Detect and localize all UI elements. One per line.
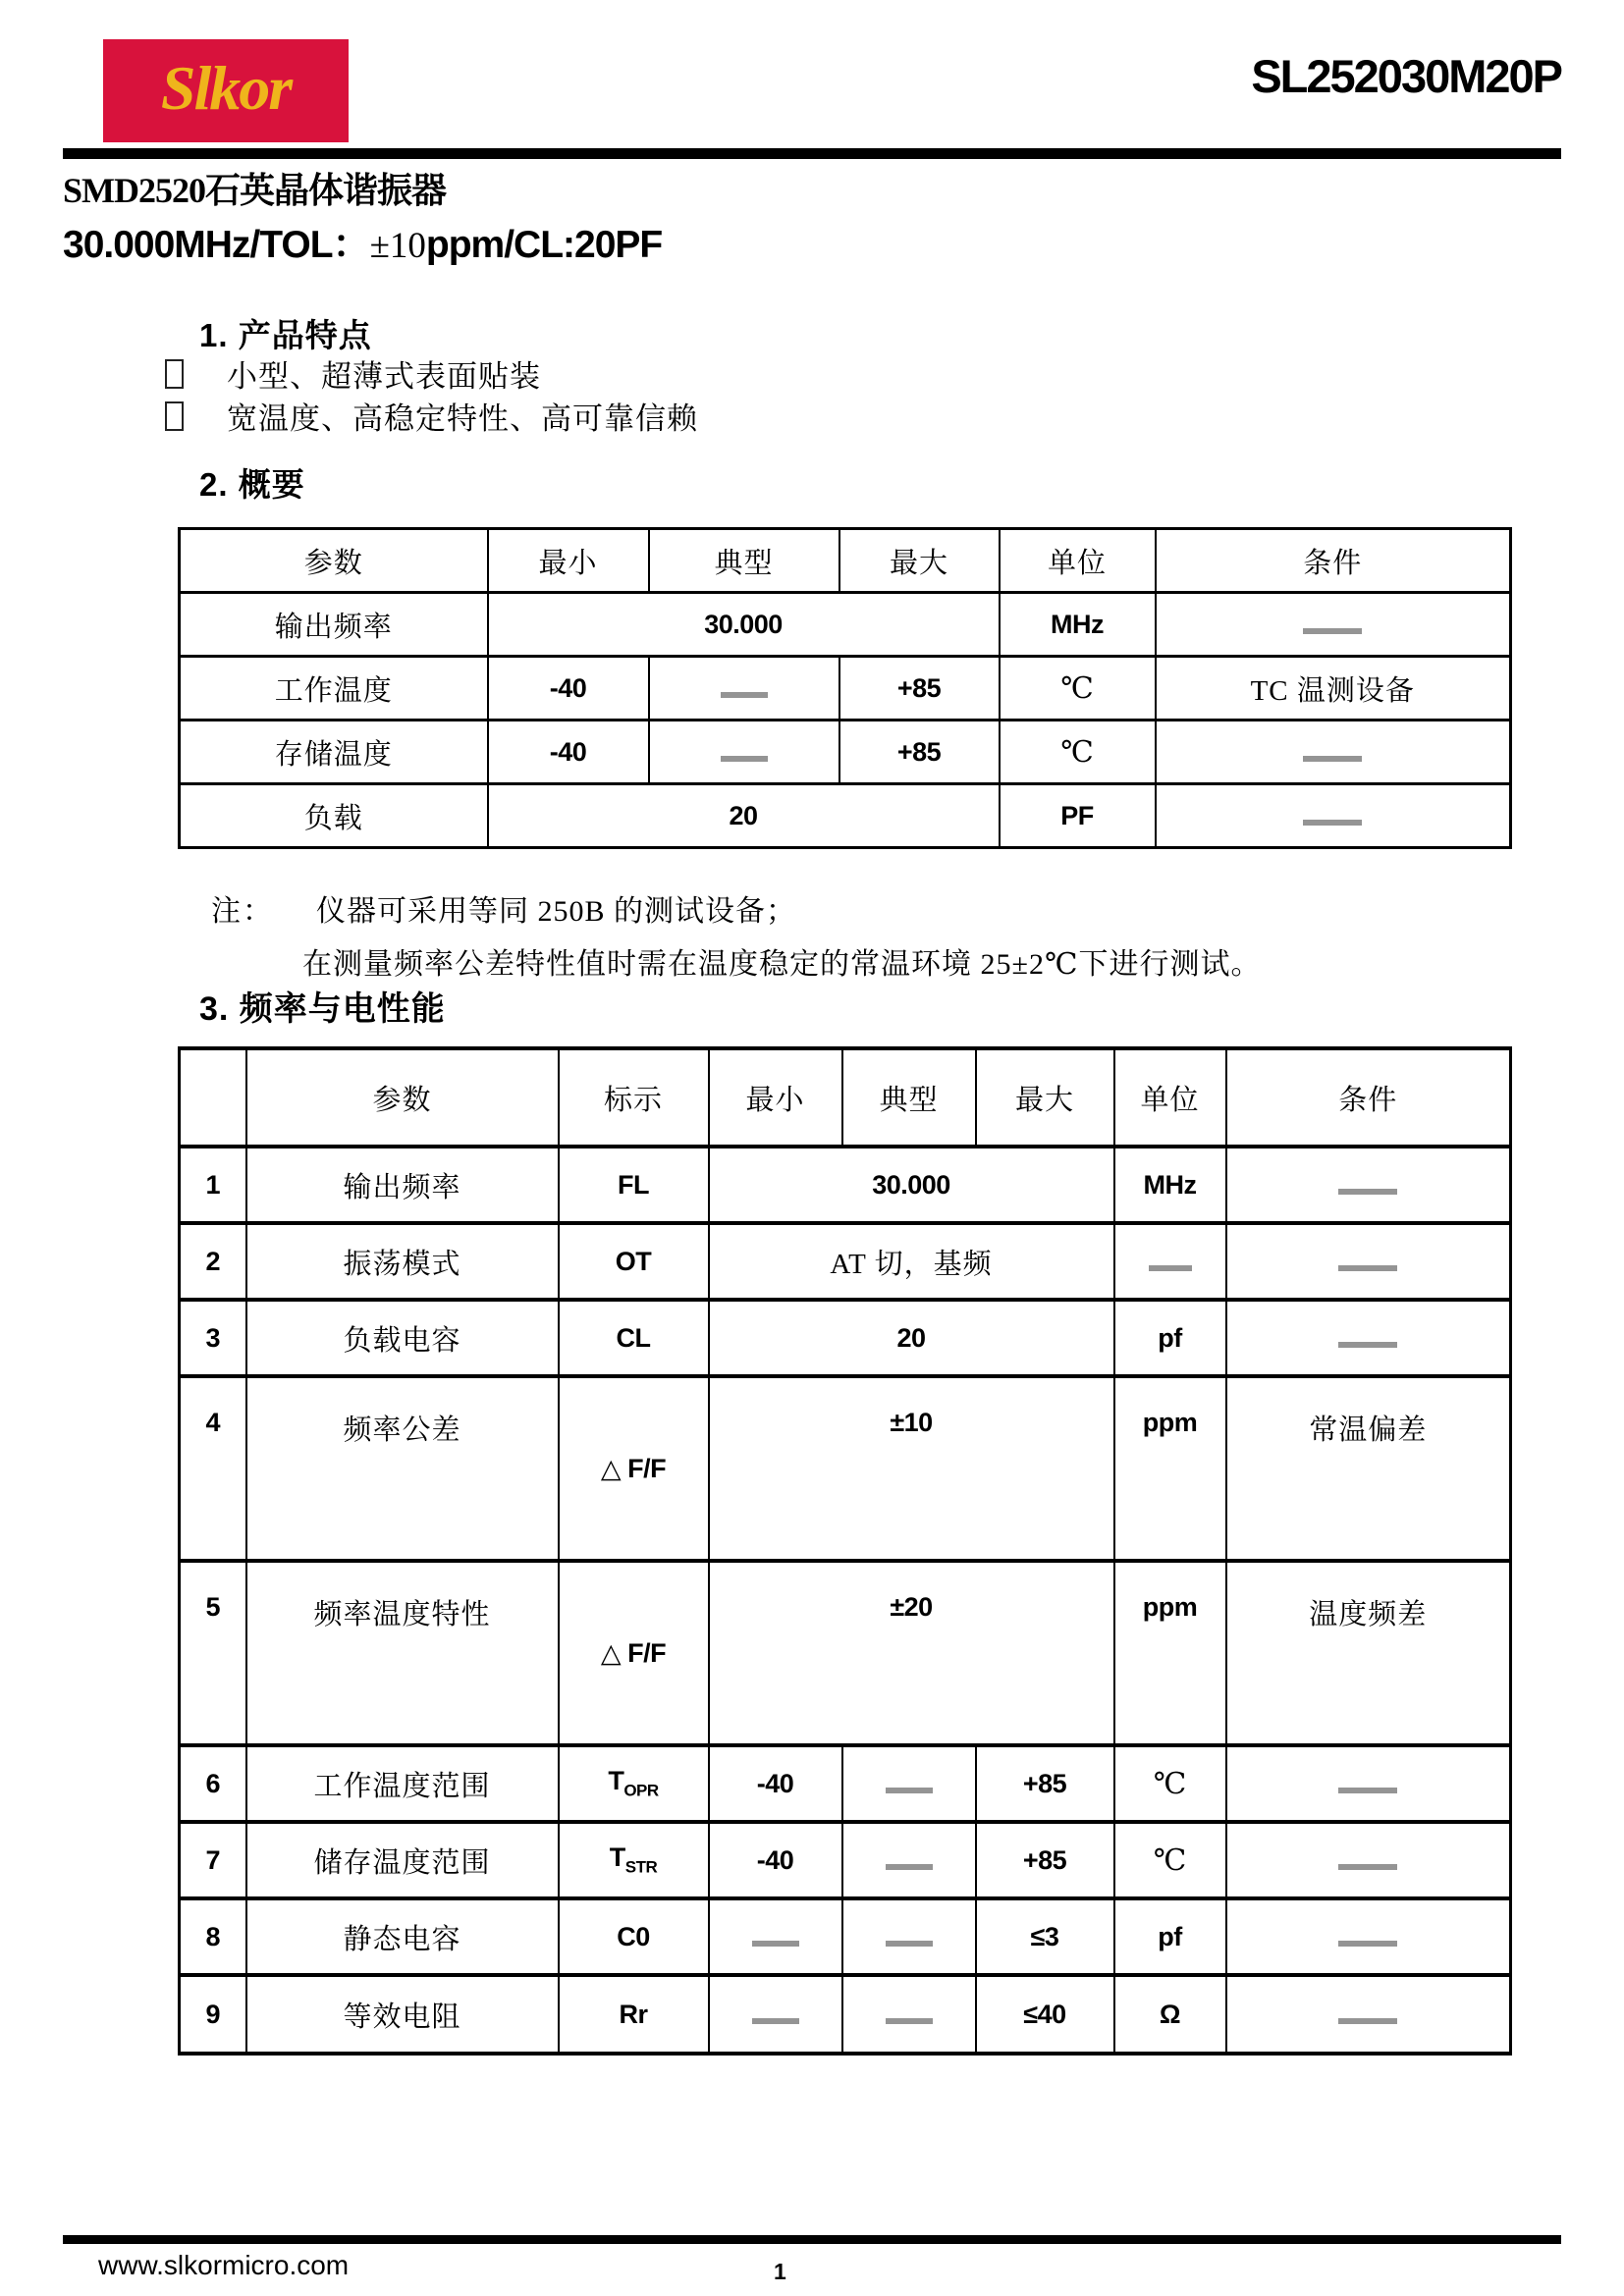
cond-cell [1226, 1822, 1511, 1898]
mark-cell: $T_{STR}$ [559, 1822, 709, 1898]
table-row [180, 721, 1511, 784]
max-cell: +85 [976, 1745, 1114, 1822]
footer-website-link[interactable]: www.slkormicro.com [98, 2250, 350, 2280]
table-row [180, 657, 1511, 721]
max-cell: ≤3 [976, 1898, 1114, 1975]
cond-cell [1156, 593, 1511, 657]
param-cell: 存储温度 [180, 721, 488, 784]
unit-cell: MHz [1114, 1147, 1226, 1223]
section-title-features: 1. 产品特点 [199, 317, 372, 353]
min-cell [709, 1898, 842, 1975]
col-header: 最小 [488, 529, 649, 593]
dash-placeholder [1338, 1941, 1397, 1947]
max-cell: +85 [976, 1822, 1114, 1898]
row-number: 7 [180, 1822, 246, 1898]
row-number: 1 [180, 1147, 246, 1223]
dash-placeholder [1338, 1864, 1397, 1870]
dash-placeholder [1303, 756, 1362, 762]
dash-placeholder [886, 1864, 933, 1870]
table-row [180, 1561, 1511, 1745]
max-cell: ≤40 [976, 1975, 1114, 2054]
row-number: 5 [180, 1561, 246, 1745]
dash-placeholder [1338, 1788, 1397, 1793]
param-cell: 输出频率 [180, 593, 488, 657]
spec-segment-b: ±10 [369, 226, 426, 266]
param-cell: 振荡模式 [246, 1223, 559, 1300]
unit-cell: MHz [1000, 593, 1156, 657]
brand-logo [103, 39, 349, 142]
electrical-table [178, 1046, 1509, 2056]
table-row [180, 1300, 1511, 1376]
value-cell: 20 [488, 784, 1000, 848]
col-header: 参数 [180, 529, 488, 593]
cond-cell [1226, 1898, 1511, 1975]
table-header-row [180, 529, 1511, 593]
dash-placeholder [752, 2018, 799, 2024]
dash-placeholder [1338, 2018, 1397, 2024]
unit-cell: ℃ [1114, 1822, 1226, 1898]
col-header [180, 1048, 246, 1147]
row-number: 4 [180, 1376, 246, 1561]
cond-cell [1156, 721, 1511, 784]
min-cell [709, 1975, 842, 2054]
max-cell: +85 [839, 721, 1000, 784]
dash-placeholder [1338, 1265, 1397, 1271]
note-label: 注： [211, 895, 274, 928]
col-header: 最大 [976, 1048, 1114, 1147]
part-number-title: SL252030M20P [1251, 50, 1561, 102]
cond-cell: 常温偏差 [1226, 1376, 1511, 1561]
table-row [180, 1745, 1511, 1822]
unit-cell: pf [1114, 1898, 1226, 1975]
section-title-electrical: 3. 频率与电性能 [199, 990, 446, 1028]
col-header: 标示 [559, 1048, 709, 1147]
table-row [180, 784, 1511, 848]
col-header: 条件 [1156, 529, 1511, 593]
unit-cell: ℃ [1000, 657, 1156, 721]
spec-line [63, 214, 662, 269]
overview-table [178, 527, 1509, 849]
dash-placeholder [886, 2018, 933, 2024]
unit-cell: ppm [1114, 1376, 1226, 1561]
row-number: 6 [180, 1745, 246, 1822]
table-row [180, 593, 1511, 657]
col-header: 单位 [1000, 529, 1156, 593]
note-line: 仪器可采用等同 250B 的测试设备； [316, 895, 797, 928]
value-cell: ±20 [709, 1561, 1114, 1745]
table-row [180, 1376, 1511, 1561]
col-header: 最大 [839, 529, 1000, 593]
dash-placeholder [1303, 628, 1362, 634]
table-row [180, 1822, 1511, 1898]
value-cell: 30.000 [488, 593, 1000, 657]
min-cell: -40 [709, 1745, 842, 1822]
mark-cell: FL [559, 1147, 709, 1223]
product-line-title: SMD2520石英晶体谐振器 [63, 171, 446, 210]
footer-rule [63, 2235, 1561, 2244]
table-header-row [180, 1048, 1511, 1147]
col-header: 参数 [246, 1048, 559, 1147]
mark-cell: C0 [559, 1898, 709, 1975]
unit-cell: Ω [1114, 1975, 1226, 2054]
param-cell: 工作温度范围 [246, 1745, 559, 1822]
mark-cell: △ F/F [559, 1561, 709, 1745]
table-row [180, 1975, 1511, 2054]
value-cell: ±10 [709, 1376, 1114, 1561]
cond-cell [1226, 1300, 1511, 1376]
feature-text: 小型、超薄式表面贴装 [227, 359, 541, 394]
cond-cell: 温度频差 [1226, 1561, 1511, 1745]
param-cell: 工作温度 [180, 657, 488, 721]
typ-cell [649, 657, 839, 721]
unit-cell: ppm [1114, 1561, 1226, 1745]
table-row [180, 1147, 1511, 1223]
dash-placeholder [1338, 1342, 1397, 1348]
spec-segment-a: 30.000MHz/TOL： [63, 224, 370, 266]
page-number: 1 [774, 2259, 786, 2284]
feature-text: 宽温度、高稳定特性、高可靠信赖 [227, 401, 698, 436]
param-cell: 输出频率 [246, 1147, 559, 1223]
unit-cell: pf [1114, 1300, 1226, 1376]
dash-placeholder [886, 1941, 933, 1947]
header-rule [63, 148, 1561, 159]
note-line: 在测量频率公差特性值时需在温度稳定的常温环境 25±2℃下进行测试。 [302, 948, 1262, 981]
param-cell: 频率公差 [246, 1376, 559, 1561]
dash-placeholder [721, 756, 768, 762]
param-cell: 等效电阻 [246, 1975, 559, 2054]
mark-cell: OT [559, 1223, 709, 1300]
unit-cell: ℃ [1114, 1745, 1226, 1822]
col-header: 单位 [1114, 1048, 1226, 1147]
dash-placeholder [886, 1788, 933, 1793]
cond-cell [1226, 1975, 1511, 2054]
value-cell: AT 切，基频 [709, 1223, 1114, 1300]
dash-placeholder [1303, 820, 1362, 826]
typ-cell [842, 1822, 976, 1898]
feature-item [165, 351, 541, 396]
param-cell: 储存温度范围 [246, 1822, 559, 1898]
param-cell: 负载电容 [246, 1300, 559, 1376]
param-cell: 静态电容 [246, 1898, 559, 1975]
row-number: 2 [180, 1223, 246, 1300]
min-cell: -40 [488, 657, 649, 721]
table-row [180, 1898, 1511, 1975]
col-header: 条件 [1226, 1048, 1511, 1147]
row-number: 3 [180, 1300, 246, 1376]
row-number: 8 [180, 1898, 246, 1975]
max-cell: +85 [839, 657, 1000, 721]
cond-cell: TC 温测设备 [1156, 657, 1511, 721]
param-cell: 频率温度特性 [246, 1561, 559, 1745]
mark-cell: △ F/F [559, 1376, 709, 1561]
min-cell: -40 [488, 721, 649, 784]
value-cell: 30.000 [709, 1147, 1114, 1223]
cond-cell [1156, 784, 1511, 848]
dash-placeholder [752, 1941, 799, 1947]
dash-placeholder [1338, 1189, 1397, 1195]
typ-cell [842, 1745, 976, 1822]
mark-cell: $T_{OPR}$ [559, 1745, 709, 1822]
bullet-tofu-icon [165, 359, 184, 389]
cond-cell [1226, 1147, 1511, 1223]
table-row [180, 1223, 1511, 1300]
col-header: 典型 [649, 529, 839, 593]
min-cell: -40 [709, 1822, 842, 1898]
dash-placeholder [1149, 1265, 1192, 1271]
unit-cell: ℃ [1000, 721, 1156, 784]
unit-cell: PF [1000, 784, 1156, 848]
cond-cell [1226, 1745, 1511, 1822]
spec-segment-c: ppm/CL:20PF [425, 224, 663, 266]
typ-cell [842, 1898, 976, 1975]
col-header: 最小 [709, 1048, 842, 1147]
feature-item [165, 394, 698, 438]
brand-logo-text: Slkor [160, 52, 292, 123]
section-title-overview: 2. 概要 [199, 466, 305, 503]
mark-cell: CL [559, 1300, 709, 1376]
cond-cell [1226, 1223, 1511, 1300]
value-cell: 20 [709, 1300, 1114, 1376]
param-cell: 负载 [180, 784, 488, 848]
dash-placeholder [721, 692, 768, 698]
mark-cell: Rr [559, 1975, 709, 2054]
bullet-tofu-icon [165, 401, 184, 431]
unit-cell [1114, 1223, 1226, 1300]
typ-cell [649, 721, 839, 784]
typ-cell [842, 1975, 976, 2054]
col-header: 典型 [842, 1048, 976, 1147]
row-number: 9 [180, 1975, 246, 2054]
